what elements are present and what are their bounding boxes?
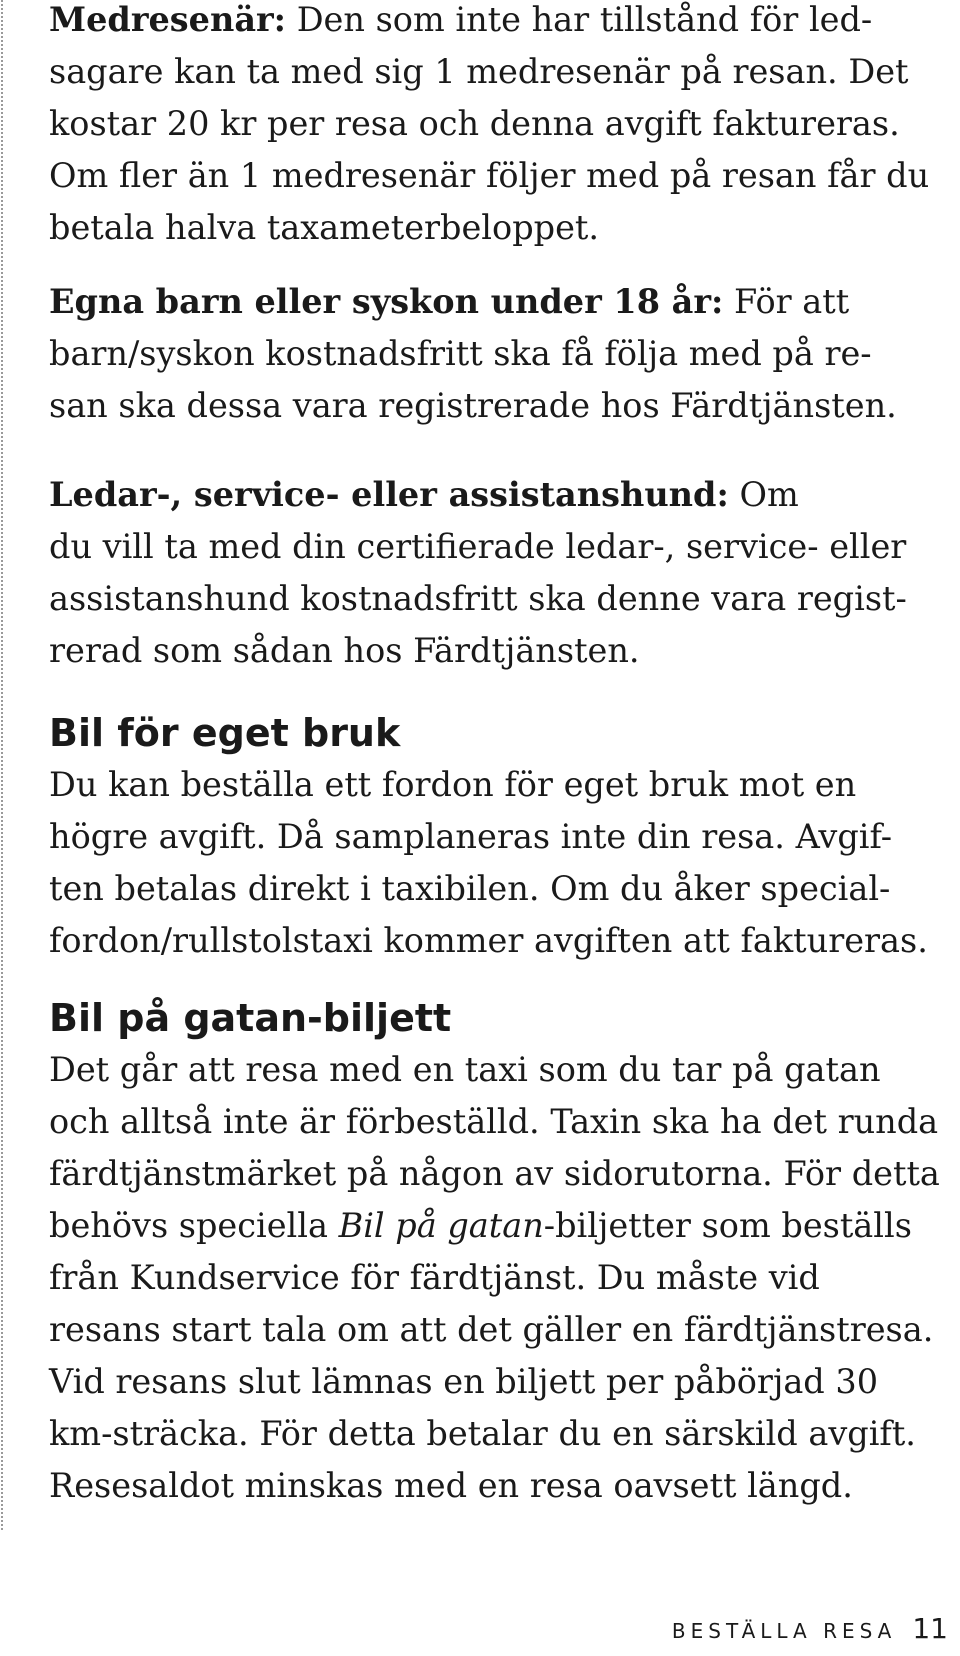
text-line: san ska dessa vara registrerade hos Färdtjänsten.: [49, 386, 897, 425]
text-line: -biljetter som beställs: [543, 1206, 912, 1245]
text-line: du vill ta med din certifierade ledar-, service- eller: [49, 527, 907, 566]
paragraph: [49, 1044, 940, 1512]
text-line: Vid resans slut lämnas en biljett per påbörjad 30: [49, 1362, 879, 1401]
running-footer-label: BESTÄLLA RESA: [671, 1619, 897, 1643]
text-line: kostar 20 kr per resa och denna avgift faktureras.: [49, 104, 900, 143]
paragraph: [49, 276, 929, 432]
text-line: högre avgift. Då samplaneras inte din resa. Avgif-: [49, 817, 893, 856]
text-line: Om: [728, 475, 799, 514]
paragraph-lead: Medresenär:: [49, 0, 287, 39]
text-line: betala halva taxameterbeloppet.: [49, 208, 600, 247]
text-line: och alltså inte är förbeställd. Taxin ska ha det runda: [49, 1102, 939, 1141]
page-footer: [672, 1612, 948, 1645]
paragraph: [49, 759, 929, 967]
text-line: Du kan beställa ett fordon för eget bruk mot en: [49, 765, 857, 804]
text-line: Det går att resa med en taxi som du tar på gatan: [49, 1050, 881, 1089]
text-line: rerad som sådan hos Färdtjänsten.: [49, 631, 640, 670]
text-line: Den som inte har tillstånd för led-: [286, 0, 873, 39]
text-line: barn/syskon kostnadsfritt ska få följa med på re-: [49, 334, 872, 373]
text-line: resans start tala om att det gäller en färdtjänstresa.: [49, 1310, 934, 1349]
text-line: färdtjänstmärket på någon av sidorutorna. För detta: [49, 1154, 940, 1193]
paragraph-lead: Ledar-, service- eller assistanshund:: [49, 475, 729, 514]
text-line: assistanshund kostnadsfritt ska denne vara regist-: [49, 579, 907, 618]
text-line: Resesaldot minskas med en resa oavsett längd.: [49, 1466, 853, 1505]
text-line: sagare kan ta med sig 1 medresenär på resan. Det: [49, 52, 909, 91]
text-line: Om fler än 1 medresenär följer med på resan får du: [49, 156, 930, 195]
text-line: ten betalas direkt i taxibilen. Om du åker special-: [49, 869, 891, 908]
text-line: km-sträcka. För detta betalar du en särskild avgift.: [49, 1414, 916, 1453]
section-barn: [49, 276, 929, 432]
text-line: fordon/rullstolstaxi kommer avgiften att faktureras.: [49, 921, 928, 960]
paragraph-lead: Egna barn eller syskon under 18 år:: [49, 282, 724, 321]
section-heading: Bil på gatan-biljett: [49, 996, 452, 1040]
margin-dotted-rule: [1, 0, 3, 1530]
section-medresenar: [49, 0, 929, 254]
text-line: från Kundservice för färdtjänst. Du måste vid: [49, 1258, 820, 1297]
section-eget-bruk: [49, 707, 929, 967]
page-number: 11: [912, 1612, 948, 1645]
section-gatan: [49, 992, 940, 1512]
text-line: För att: [723, 282, 850, 321]
section-heading: Bil för eget bruk: [49, 711, 401, 755]
text-line: behövs speciella: [49, 1206, 339, 1245]
italic-term: Bil på gatan: [338, 1206, 544, 1245]
paragraph: [49, 0, 929, 254]
section-hund: [49, 469, 929, 677]
paragraph: [49, 469, 929, 677]
